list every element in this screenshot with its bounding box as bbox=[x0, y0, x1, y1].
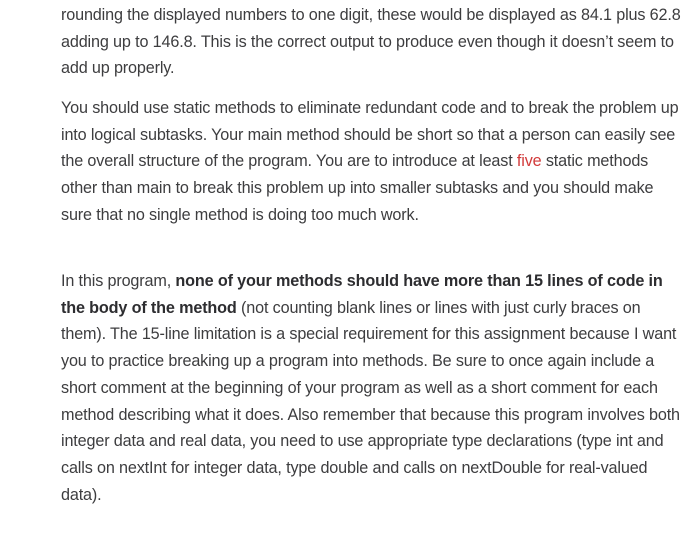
paragraph-method-length-limit bbox=[61, 268, 681, 508]
paragraph-rounding-note bbox=[61, 2, 681, 82]
paragraph-static-methods bbox=[61, 95, 681, 229]
paragraph-text: (not counting blank lines or lines with just curly braces on them). The 15-line limitation is a special requirement for this assignment because I want you to practice breaking up a program into methods. Be sure to once again include a short comment at the beginning of your program as well as a short comment for each method describing what it does. Also remember that because this program involves both integer data and real data, you need to use appropriate type declarations (type int and calls on nextInt for integer data, type double and calls on nextDouble for real-valued data). bbox=[61, 298, 680, 504]
paragraph-text: static methods other than main to break this problem up into smaller subtasks and you should make sure that no single method is doing too much work. bbox=[61, 152, 654, 224]
highlight-five: five bbox=[516, 152, 542, 171]
paragraph-text: rounding the displayed numbers to one digit, these would be displayed as 84.1 plus 62.8 adding up to 146.8. This is the correct output to produce even though it doesn’t seem to add up properly. bbox=[61, 6, 681, 78]
bold-requirement: none of your methods should have more than 15 lines of code in the body of the method bbox=[61, 272, 663, 317]
paragraph-text: You should use static methods to eliminate redundant code and to break the problem up into logical subtasks. Your main method should be short so that a person can easily see the overall structure of the program. You are to introduce at least bbox=[61, 99, 679, 171]
paragraph-text: In this program, bbox=[61, 272, 176, 290]
